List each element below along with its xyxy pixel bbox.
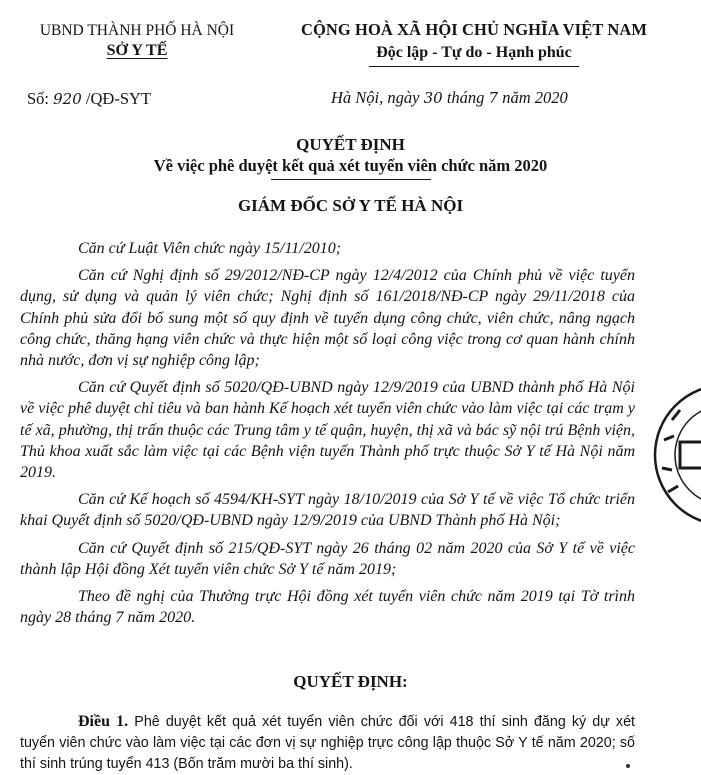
basis-paragraph: Căn cứ Luật Viên chức ngày 15/11/2010; [78, 240, 342, 257]
issuing-authority: GIÁM ĐỐC SỞ Y TẾ HÀ NỘI [237, 196, 464, 215]
national-title-block [264, 20, 684, 67]
issuer-block [22, 22, 252, 60]
basis-paragraph: Căn cứ Quyết định số 5020/QĐ-UBND ngày 12/9/2019 của UBND thành phố Hà Nội về việc phê duyệt chỉ tiêu và ban hành Kế hoạch xét tuyển viên chức vào làm việc tại các trạm y tế xã, phường, thị trấn thuộc các Trung tâm y tế quận, huyện, thị xã và bác sỹ nội trú Bệnh viện, Thủ khoa xuất sắc làm việc tại các Bệnh viện tuyến Thành phố trực thuộc Sở Y tế Hà Nội năm 2019. [20, 379, 635, 482]
subject-underline [271, 179, 431, 180]
legal-bases [20, 238, 635, 634]
document-heading: QUYẾT ĐỊNH [296, 135, 405, 154]
article-1-label: Điều 1. [78, 713, 129, 730]
official-seal-partial [650, 380, 701, 530]
basis-paragraph: Căn cứ Nghị định số 29/2012/NĐ-CP ngày 12/4/2012 của Chính phủ về việc tuyển dụng, sử dụng và quản lý viên chức; Nghị định số 161/2018/NĐ-CP ngày 29/11/2018 của Chính phủ sửa đổi bổ sung một số quy định về tuyển dụng công chức, viên chức, nâng ngạch công chức, thăng hạng viên chức và thực hiện một số loại công việc trong cơ quan hành chính nhà nước, đơn vị sự nghiệp công lập; [20, 267, 635, 370]
document-number: Số: 920 /QĐ-SYT [27, 89, 151, 108]
motto-underline [369, 66, 579, 67]
issue-date: Hà Nội, ngày 30 tháng 7 năm 2020 [331, 88, 568, 107]
basis-paragraph: Căn cứ Quyết định số 215/QĐ-SYT ngày 26 tháng 02 năm 2020 của Sở Y tế về việc thành lập Hội đồng Xét tuyển viên chức Sở Y tế năm 2019; [20, 539, 635, 578]
handwritten-month: 7 [488, 89, 499, 107]
article-1 [20, 711, 635, 775]
handwritten-number: 920 [53, 90, 82, 108]
country-name: CỘNG HOÀ XÃ HỘI CHỦ NGHĨA VIỆT NAM [300, 20, 648, 39]
document-subject: Về việc phê duyệt kết quả xét tuyển viên chức năm 2020 [0, 156, 701, 180]
issuer-org: UBND THÀNH PHỐ HÀ NỘI [39, 22, 235, 39]
basis-paragraph: Căn cứ Kế hoạch số 4594/KH-SYT ngày 18/10/2019 của Sở Y tế về việc Tổ chức triển khai Quyết định số 5020/QĐ-UBND ngày 12/9/2019 của UBND Thành phố Hà Nội; [20, 491, 635, 530]
basis-paragraph: Theo đề nghị của Thường trực Hội đồng xét tuyển viên chức năm 2019 tại Tờ trình ngày 28 tháng 7 năm 2020. [20, 588, 635, 627]
margin-dot [626, 764, 630, 768]
handwritten-day: 30 [423, 89, 443, 107]
decision-heading: QUYẾT ĐỊNH: [293, 672, 408, 691]
national-motto: Độc lập - Tự do - Hạnh phúc [376, 44, 572, 61]
issuer-department: SỞ Y TẾ [106, 42, 168, 59]
article-1-text: Phê duyệt kết quả xét tuyển viên chức đối với 418 thí sinh đăng ký dự xét tuyển viên chức vào làm việc tại các đơn vị sự nghiệp trực công lập thuộc Sở Y tế năm 2020; số thí sinh trúng tuyển 413 (Bốn trăm mười ba thí sinh). [20, 714, 636, 772]
